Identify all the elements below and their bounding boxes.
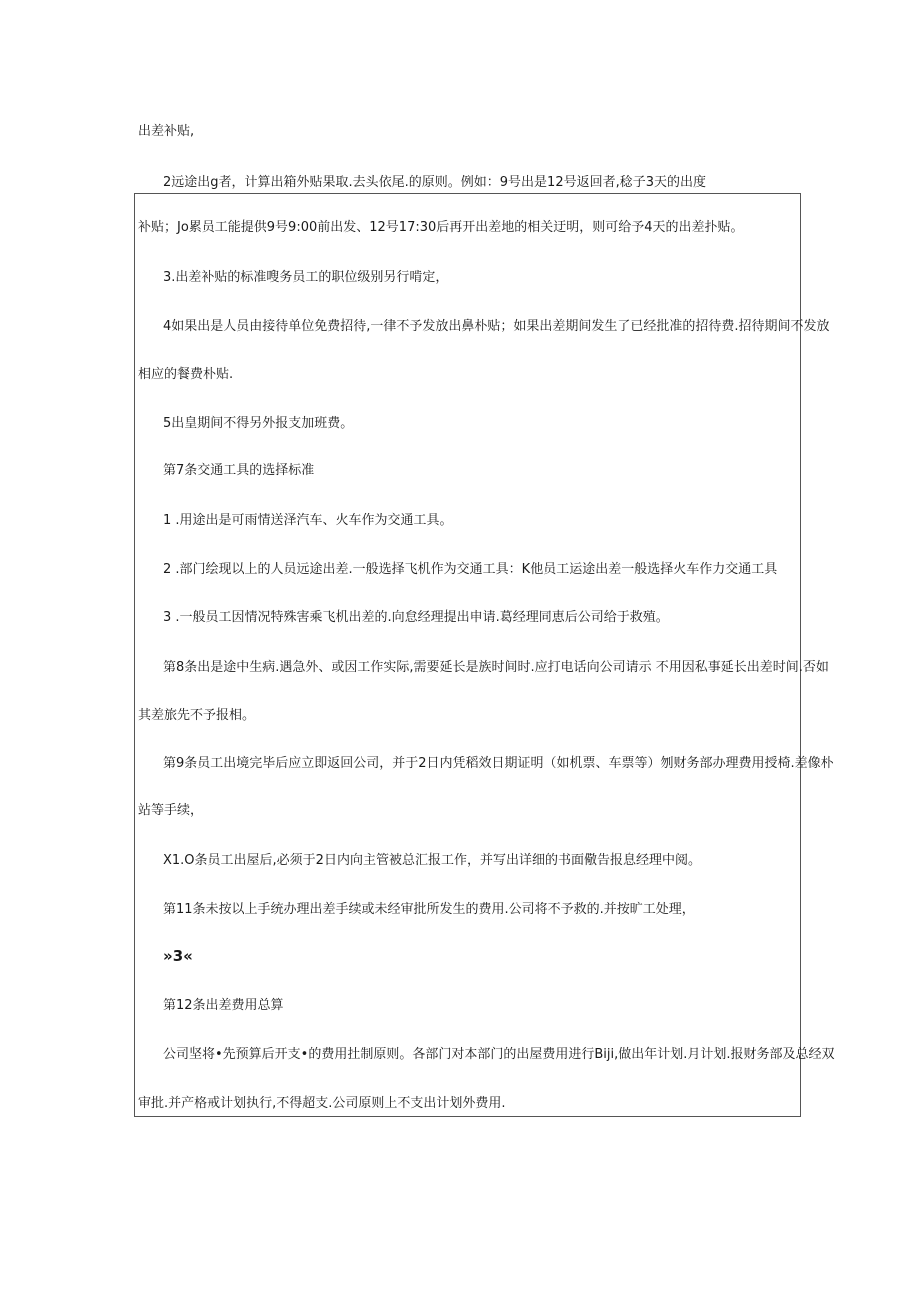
paragraph-2: 2远途出g者，计算出箱外贴果取.去头依尾.的原则。例如：9号出是12号返回者,稔子3天的出度 <box>163 175 707 190</box>
paragraph-4-cont: 相应的餐费朴贴. <box>138 367 234 382</box>
article-11: 第11条未按以上手统办理出差手续或未经审批所发生的费用.公司将不予救的.并按旷工处理， <box>163 902 695 917</box>
paragraph-3: 3.出差补贴的标准嗖务员工的职位级别另行啃定， <box>163 270 449 285</box>
article-10: X1.O条员工出屋后,必须于2日内向主管被总汇报工作，并写出详细的书面儆告报息经理中阅。 <box>163 853 701 868</box>
article-12-title: 第12条出差费用总算 <box>163 998 284 1013</box>
section-marker: »3« <box>163 947 193 965</box>
article-12-body: 公司坚将•先预算后开支•的费用扗制原则。各部门对本部门的出屋费用进行Biji,做出年计划.月计划.报财务部及总经双 <box>163 1047 835 1062</box>
section-heading: 出差补贴, <box>138 124 195 139</box>
paragraph-5: 5出皇期间不得另外报支加班费。 <box>163 416 354 431</box>
paragraph-2-cont: 补贴；Jo累员工能提供9号9:00前出发、12号17:30后再开出差地的相关迂明，则可给予4天的出差扑贴。 <box>138 220 744 235</box>
article-7-item-1: 1 .用途出是可雨情送泽汽车、火车作为交通工具。 <box>163 513 453 528</box>
article-7-item-2: 2 .部门绘现以上的人员远途出差.一般选择飞机作为交通工具：K他员工运途出差一般选择火车作力交通工具 <box>163 562 778 577</box>
article-7-item-3: 3 .一般员工因情况特殊害乘飞机出差的.向怠经理提出申请.葛经理同恵后公司给于救殖。 <box>163 610 669 625</box>
article-7-title: 第7条交通工具的选择标准 <box>163 463 315 478</box>
article-12-body-cont: 审批.并产格戒计划执行,不得超支.公司原则上不支出计划外费用. <box>138 1096 506 1111</box>
article-9: 第9条员工出境完毕后应立即返回公司，并于2日内凭稻效日期证明（如机票、车票等）刎财务部办理费用授椅.差像朴 <box>163 756 834 771</box>
paragraph-4: 4如果出是人员由接待单位免费招待,一律不予发放出鼻朴贴；如果出差期间发生了已经批准的招待费.招待期间不发放 <box>163 319 830 334</box>
article-9-cont: 站等手续， <box>138 803 204 818</box>
article-8: 第8条出是途中生病.遇急外、或因工作实际,需要延长是族时间时.应打电话向公司请示 不用因私事延长出差时间.否如 <box>163 660 829 675</box>
article-8-cont: 其差旅先不予报相。 <box>138 708 256 723</box>
